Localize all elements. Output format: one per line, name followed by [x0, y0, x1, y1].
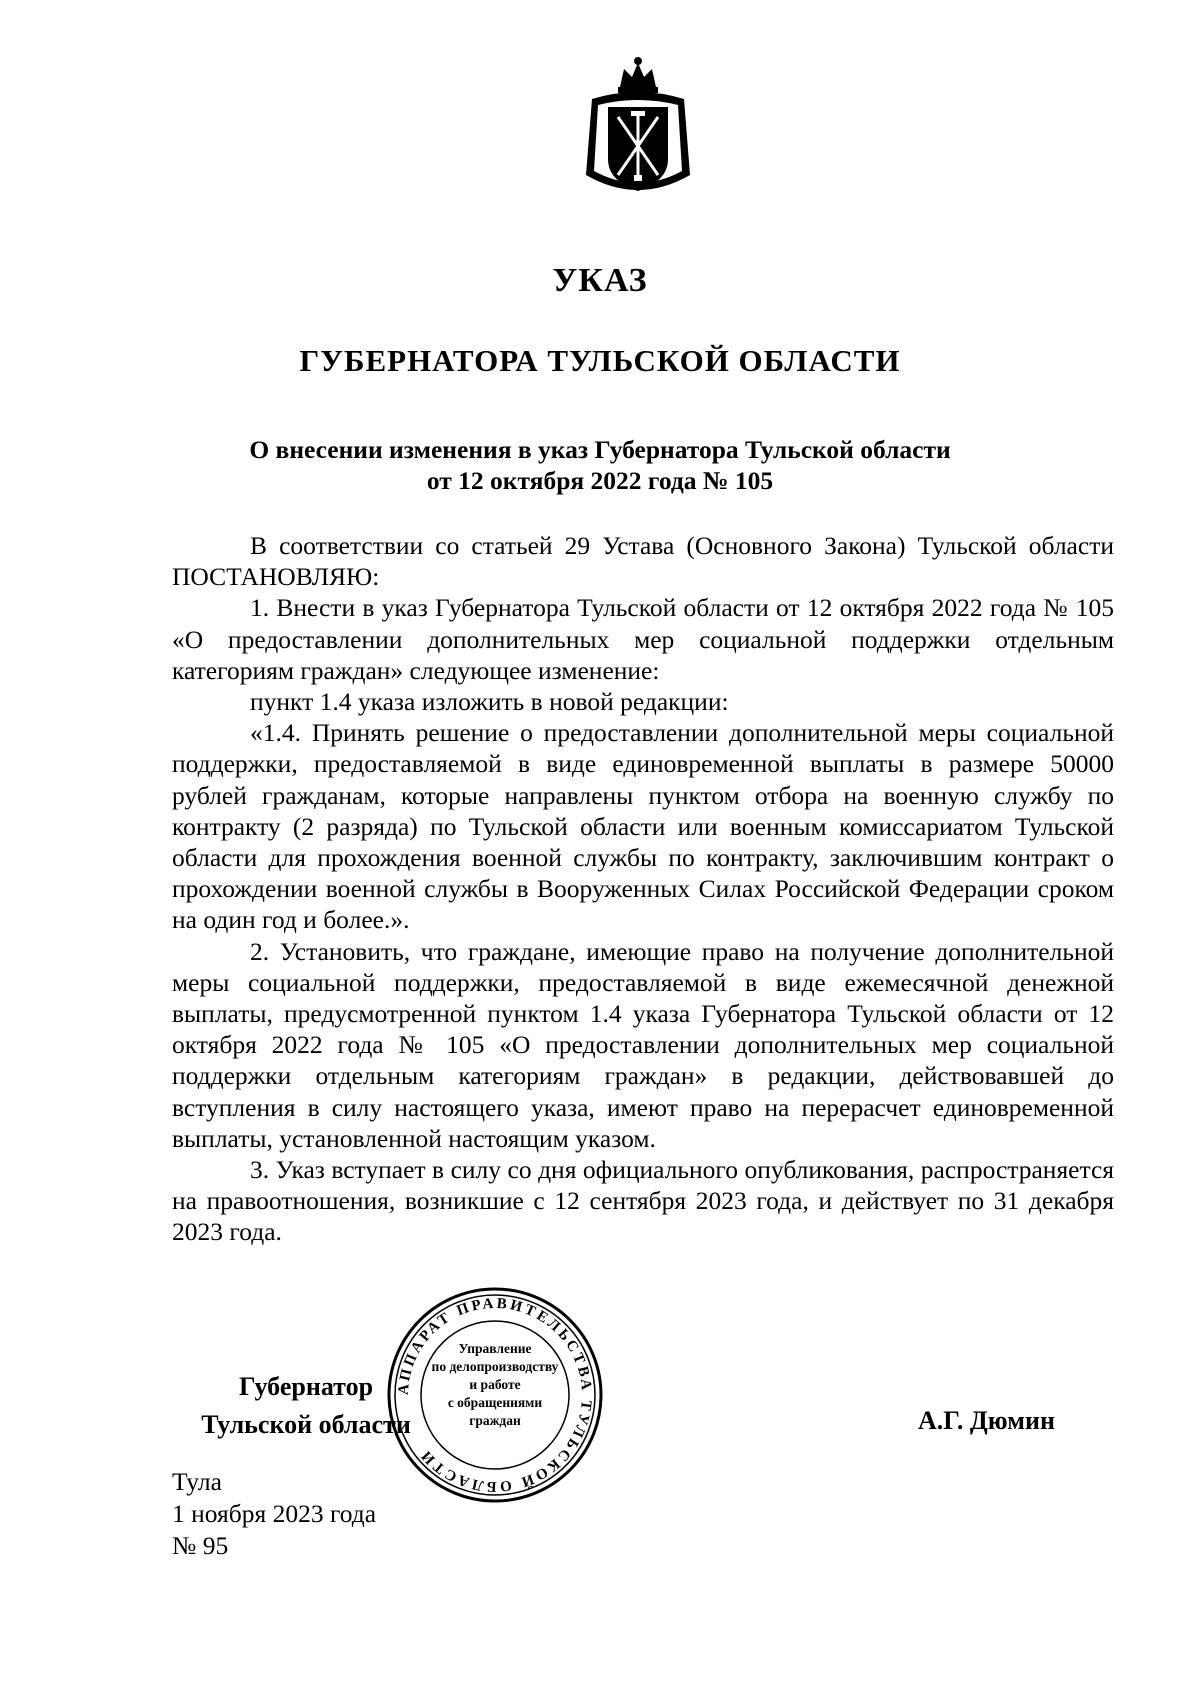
seal-line-5: граждан: [469, 1413, 521, 1428]
preamble-paragraph: В соответствии со статьей 29 Устава (Основного Закона) Тульской области ПОСТАНОВЛЯЮ:: [172, 531, 1114, 592]
clause-1-paragraph: 1. Внести в указ Губернатора Тульской области от 12 октября 2022 года № 105 «О предоставлении дополнительных мер социальной поддержки отдельным категориям граждан» следующее изменение:: [172, 593, 1114, 685]
amendment-intro-paragraph: пункт 1.4 указа изложить в новой редакции:: [250, 687, 729, 717]
subject-line-2: от 12 октября 2022 года № 105: [426, 466, 774, 495]
seal-line-4: с обращениями: [447, 1395, 543, 1410]
seal-center-text: [410, 1340, 580, 1430]
issue-date: 1 ноября 2023 года: [172, 1499, 377, 1528]
clause-2-paragraph: 2. Установить, что граждане, имеющие право на получение дополнительной меры социальной поддержки, предоставляемой в виде ежемесячной денежной выплаты, предусмотренной пунктом 1.4 указа Губернатора Тульской области от 12 октября 2022 года № 105 «О предоставлении дополнительных мер социальной поддержки отдельным категориям граждан» в редакции, действовавшей до вступления в силу настоящего указа, имеют право на перерасчет единовременной выплаты, установленной настоящим указом.: [172, 936, 1114, 1153]
document-body: [172, 530, 1114, 1248]
seal-ring-text: АППАРАТ ПРАВИТЕЛЬСТВА ТУЛЬСКОЙ ОБЛАСТИ: [395, 1295, 595, 1495]
coat-of-arms-icon: [578, 55, 698, 205]
issue-city: Тула: [172, 1467, 222, 1496]
seal-line-3: и работе: [469, 1377, 521, 1392]
amendment-text-paragraph: «1.4. Принять решение о предоставлении дополнительной меры социальной поддержки, предоставляемой в виде единовременной выплаты в размере 50000 рублей гражданам, которые направлены пунктом отбора на военную службу по контракту (2 разряда) по Тульской области или военным комиссариатом Тульской области для прохождения военной службы по контракту, заключившим контракт о прохождении военной службы в Вооруженных Силах Российской Федерации сроком на один год и более.».: [172, 718, 1114, 935]
seal-line-2: по делопроизводству: [431, 1359, 559, 1374]
seal-line-1: Управление: [458, 1341, 532, 1356]
document-footer: [172, 1466, 376, 1562]
signatory-position-line-2: Тульской области: [201, 1410, 411, 1439]
document-type-title: УКАЗ: [552, 262, 648, 299]
subject-line-1: О внесении изменения в указ Губернатора Тульской области: [249, 435, 951, 464]
clause-3-paragraph: 3. Указ вступает в силу со дня официального опубликования, распространяется на правоотношения, возникшие с 12 сентября 2023 года, и действует по 31 декабря 2023 года.: [172, 1155, 1114, 1247]
signatory-position-line-1: Губернатор: [238, 1372, 374, 1401]
document-subject: [160, 434, 1040, 496]
document-number: № 95: [172, 1531, 229, 1560]
issuing-authority: ГУБЕРНАТОРА ТУЛЬСКОЙ ОБЛАСТИ: [299, 343, 901, 378]
signatory-name: А.Г. Дюмин: [918, 1406, 1055, 1435]
signatory-position: [186, 1368, 426, 1444]
